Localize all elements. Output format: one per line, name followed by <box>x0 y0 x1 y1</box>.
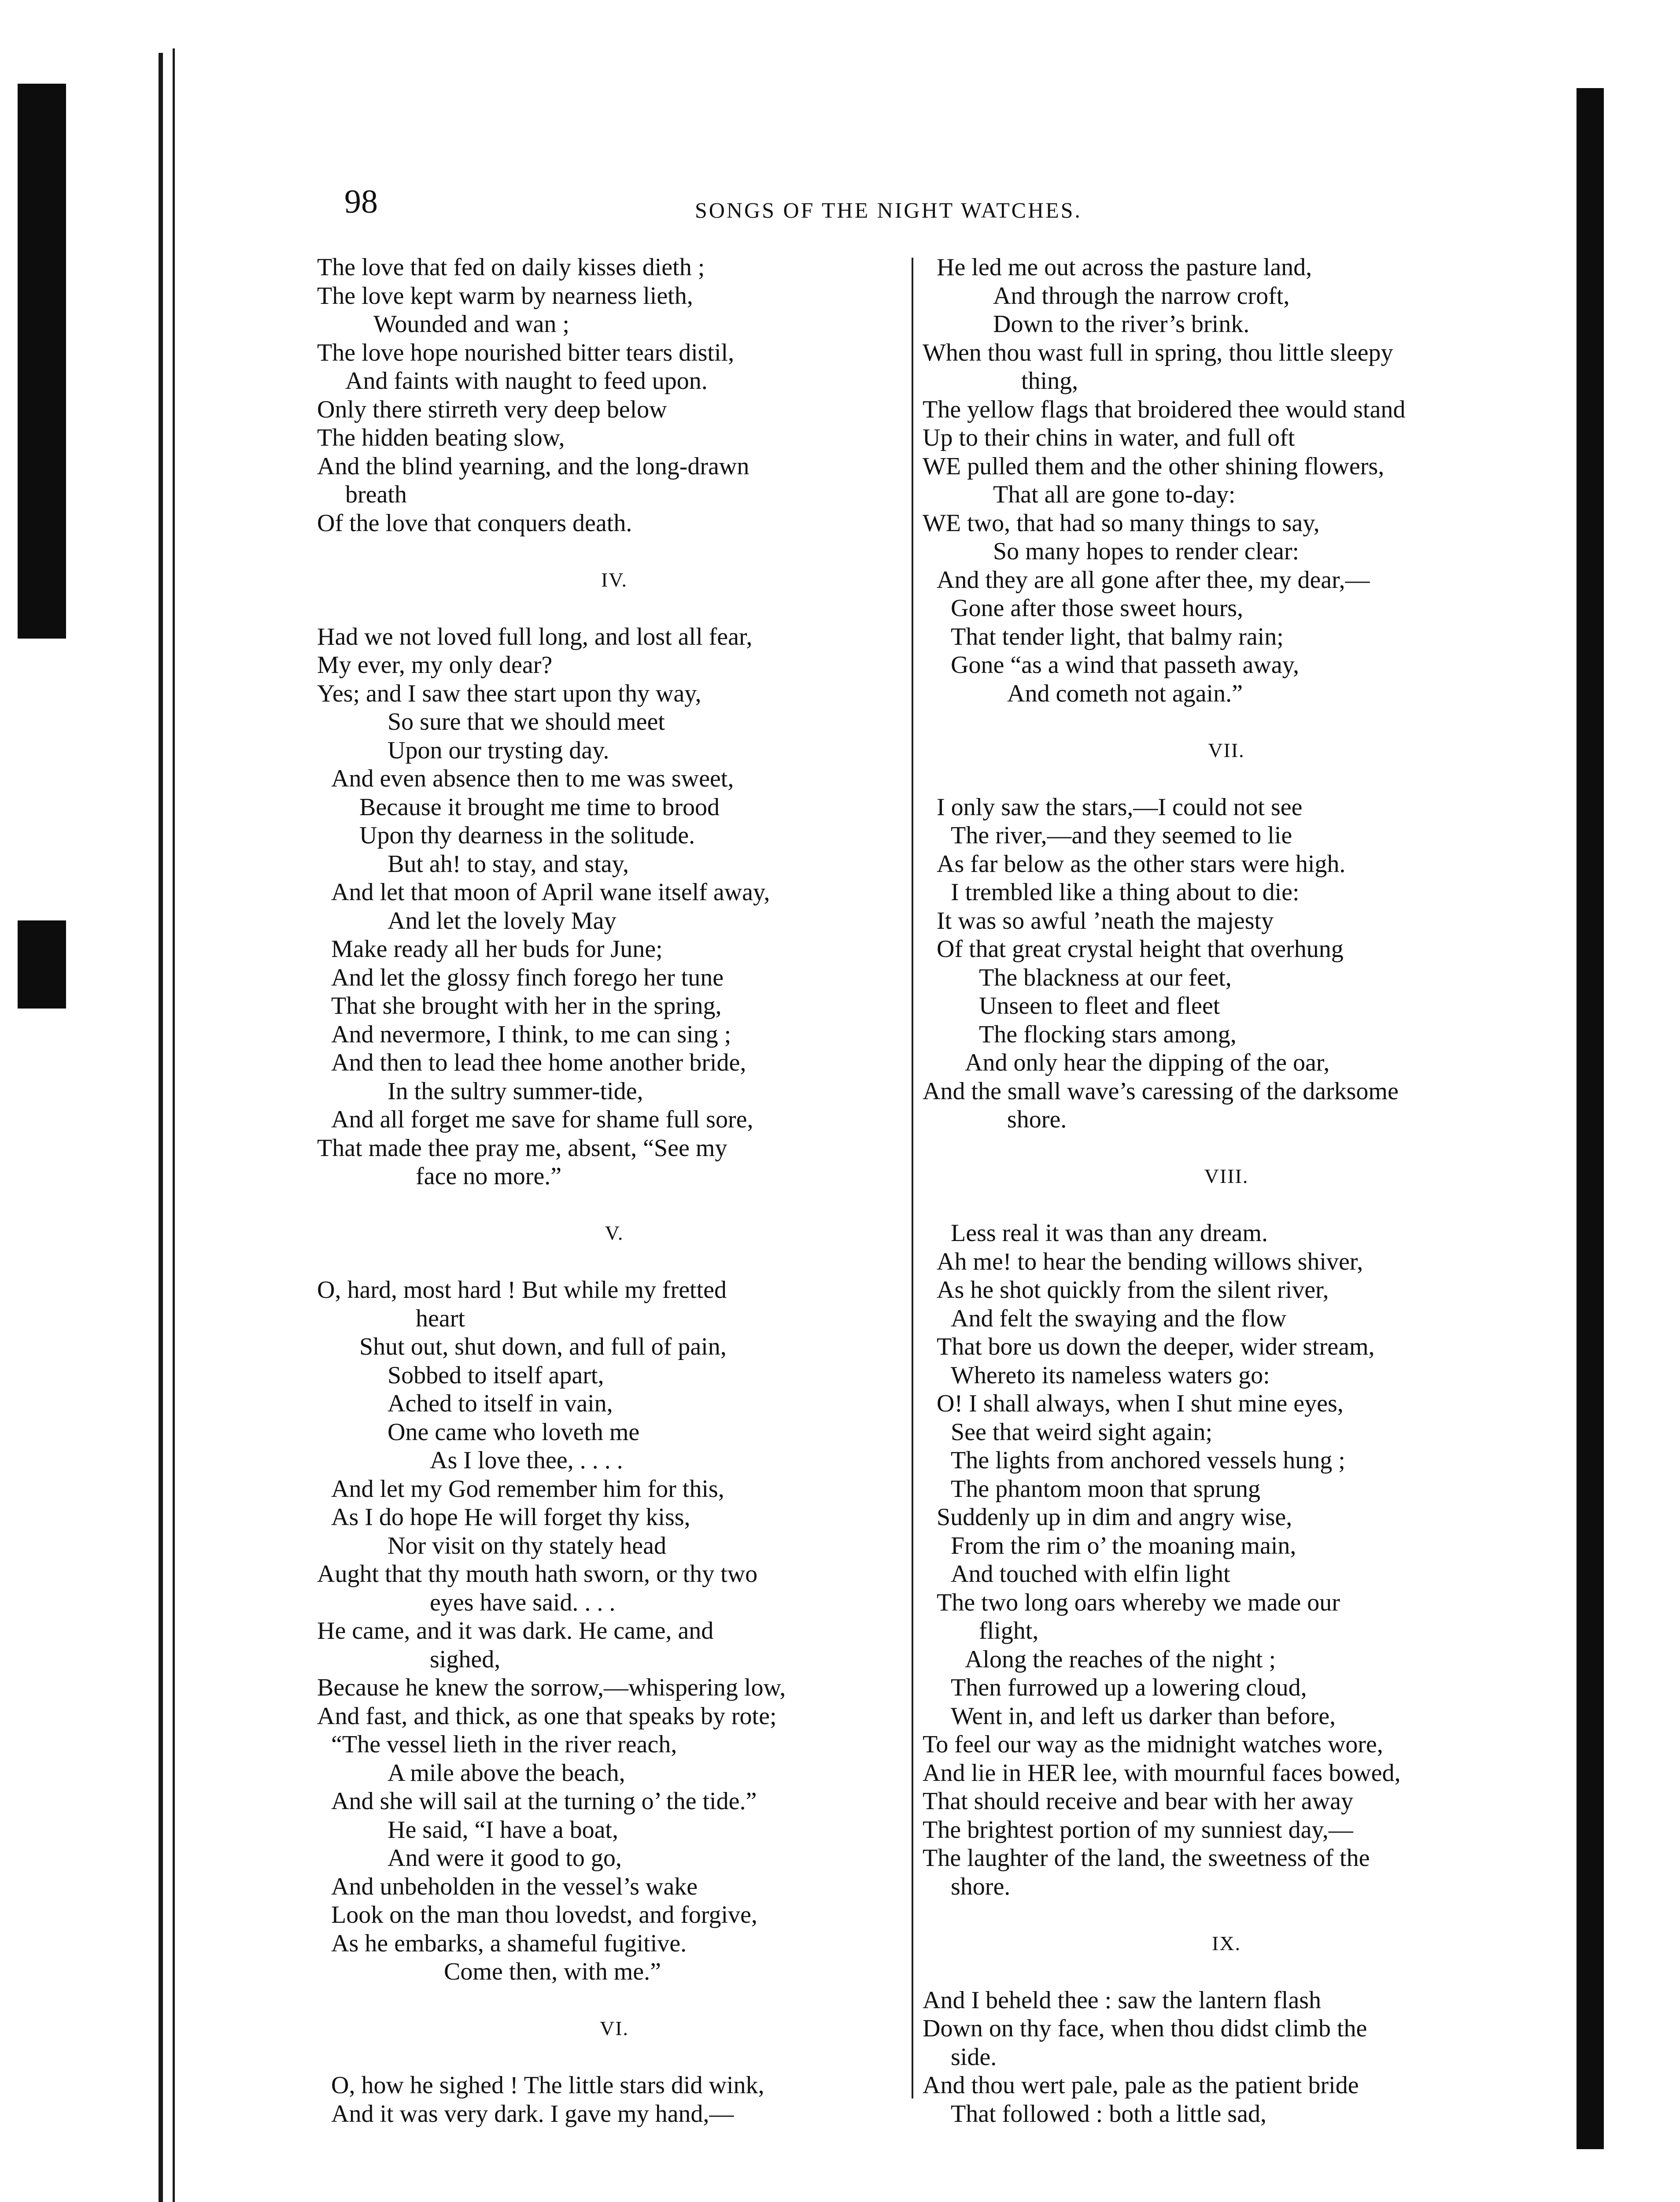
verse-line: The river,—and they seemed to lie <box>951 822 1292 849</box>
verse-line: O, how he sighed ! The little stars did wink, <box>331 2072 764 2099</box>
verse-line: Shut out, shut down, and full of pain, <box>359 1333 727 1360</box>
stanza-gap <box>923 765 1530 793</box>
section-heading: V. <box>605 1222 624 1244</box>
verse-line: As I do hope He will forget thy kiss, <box>331 1504 690 1531</box>
verse-line: The blackness at our feet, <box>979 964 1232 991</box>
verse-line: And unbeholden in the vessel’s wake <box>331 1873 698 1900</box>
verse-line: The laughter of the land, the sweetness of the <box>923 1844 1370 1872</box>
section-heading: VIII. <box>1204 1165 1249 1187</box>
verse-line: To feel our way as the midnight watches wore, <box>923 1731 1383 1758</box>
verse-line: flight, <box>979 1617 1039 1644</box>
right-column <box>923 253 1530 2128</box>
verse-line: Less real it was than any dream. <box>951 1219 1268 1247</box>
verse-line: And cometh not again.” <box>1007 680 1243 707</box>
verse-line: Of that great crystal height that overhung <box>937 935 1344 963</box>
verse-line: Up to their chins in water, and full oft <box>923 424 1295 451</box>
column-divider <box>912 258 913 2099</box>
verse-line: And let the glossy finch forego her tune <box>331 964 724 991</box>
binding-edge-line <box>159 53 163 2202</box>
verse-line: Yes; and I saw thee start upon thy way, <box>317 680 702 707</box>
verse-line: That should receive and bear with her away <box>923 1788 1354 1815</box>
verse-line: O! I shall always, when I shut mine eyes, <box>937 1390 1344 1417</box>
stanza-gap <box>317 2043 912 2072</box>
verse-line: I only saw the stars,—I could not see <box>937 793 1303 821</box>
verse-line: But ah! to stay, and stay, <box>388 850 629 878</box>
verse-line: “The vessel lieth in the river reach, <box>331 1731 677 1758</box>
verse-line: That she brought with her in the spring, <box>331 992 722 1020</box>
verse-line: Gone after those sweet hours, <box>951 595 1244 622</box>
verse-line: Only there stirreth very deep below <box>317 395 667 423</box>
verse-line: Suddenly up in dim and angry wise, <box>937 1504 1292 1531</box>
verse-line: As I love thee, . . . . <box>430 1447 623 1474</box>
stanza-gap <box>923 1901 1530 1929</box>
verse-line: That tender light, that balmy rain; <box>951 623 1284 650</box>
verse-line: The hidden beating slow, <box>317 424 565 451</box>
stanza-gap <box>923 1191 1530 1219</box>
verse-line: And the small wave’s caressing of the darksome <box>923 1077 1399 1105</box>
verse-line: I trembled like a thing about to die: <box>951 879 1300 906</box>
stanza-gap <box>923 708 1530 736</box>
verse-line: So sure that we should meet <box>388 708 665 735</box>
verse-line: side. <box>951 2043 997 2071</box>
verse-line: Wounded and wan ; <box>373 310 569 338</box>
verse-line: In the sultry summer-tide, <box>388 1077 643 1105</box>
verse-line: WE pulled them and the other shining flowers, <box>923 452 1385 480</box>
verse-line: And the blind yearning, and the long-drawn <box>317 452 750 480</box>
verse-line: Gone “as a wind that passeth away, <box>951 651 1299 679</box>
verse-line: Look on the man thou lovedst, and forgive, <box>331 1901 757 1929</box>
verse-line: The yellow flags that broidered thee would stand <box>923 395 1406 423</box>
verse-line: thing, <box>1021 367 1078 395</box>
verse-line: Down on thy face, when thou didst climb the <box>923 2015 1367 2042</box>
verse-line: So many hopes to render clear: <box>993 538 1300 565</box>
scan-margin-dark-lower <box>18 920 66 1009</box>
verse-line: Ah me! to hear the bending willows shiver, <box>937 1248 1363 1275</box>
verse-line: Make ready all her buds for June; <box>331 935 663 963</box>
verse-line: The love that fed on daily kisses dieth ; <box>317 254 705 281</box>
verse-line: He led me out across the pasture land, <box>937 254 1312 281</box>
verse-line: Because he knew the sorrow,—whispering low, <box>317 1674 786 1701</box>
verse-line: breath <box>345 481 407 508</box>
verse-line: shore. <box>951 1873 1011 1900</box>
verse-line: Come then, with me.” <box>444 1958 661 1985</box>
verse-line: The two long oars whereby we made our <box>937 1589 1340 1616</box>
verse-line: Nor visit on thy stately head <box>388 1532 667 1559</box>
verse-line: Unseen to fleet and fleet <box>979 992 1220 1020</box>
stanza-gap <box>317 1986 912 2015</box>
verse-line: heart <box>416 1304 465 1332</box>
verse-line: sighed, <box>430 1645 501 1673</box>
section-heading: IX. <box>1211 1932 1241 1954</box>
stanza-gap <box>923 1958 1530 1986</box>
verse-line: Because it brought me time to brood <box>359 793 720 821</box>
verse-line: As he embarks, a shameful fugitive. <box>331 1929 687 1957</box>
verse-line: Ached to itself in vain, <box>388 1390 613 1417</box>
verse-line: Upon our trysting day. <box>388 736 609 764</box>
verse-line: That followed : both a little sad, <box>951 2100 1266 2128</box>
verse-line: And they are all gone after thee, my dear,— <box>937 566 1370 594</box>
verse-line: And all forget me save for shame full sore, <box>331 1106 753 1133</box>
verse-line: Of the love that conquers death. <box>317 509 632 537</box>
verse-line: WE two, that had so many things to say, <box>923 509 1320 537</box>
verse-line: My ever, my only dear? <box>317 651 553 679</box>
verse-line: See that weird sight again; <box>951 1418 1213 1446</box>
verse-line: Upon thy dearness in the solitude. <box>359 822 695 849</box>
verse-line: And nevermore, I think, to me can sing ; <box>331 1020 731 1048</box>
verse-line: The flocking stars among, <box>979 1020 1237 1048</box>
binding-edge-line-inner <box>173 48 175 2202</box>
verse-line: Sobbed to itself apart, <box>388 1361 604 1389</box>
verse-line: And she will sail at the turning o’ the tide.” <box>331 1788 757 1815</box>
verse-line: The phantom moon that sprung <box>951 1475 1261 1503</box>
verse-line: A mile above the beach, <box>388 1759 625 1787</box>
scan-right-edge-band <box>1577 88 1604 2149</box>
verse-line: O, hard, most hard ! But while my fretted <box>317 1276 727 1304</box>
verse-line: Then furrowed up a lowering cloud, <box>951 1674 1307 1701</box>
verse-line: Went in, and left us darker than before, <box>951 1702 1336 1730</box>
verse-line: The lights from anchored vessels hung ; <box>951 1447 1345 1474</box>
verse-line: As he shot quickly from the silent river, <box>937 1276 1329 1304</box>
verse-line: That made thee pray me, absent, “See my <box>317 1134 727 1162</box>
scan-margin-dark-upper <box>18 84 66 639</box>
verse-line: And lie in HER lee, with mournful faces bowed, <box>923 1759 1401 1787</box>
verse-line: And let that moon of April wane itself away, <box>331 879 770 906</box>
verse-line: And were it good to go, <box>388 1844 622 1872</box>
verse-line: And let my God remember him for this, <box>331 1475 724 1503</box>
verse-line: When thou wast full in spring, thou little sleepy <box>923 339 1393 366</box>
verse-line: And only hear the dipping of the oar, <box>965 1049 1330 1076</box>
running-head: SONGS OF THE NIGHT WATCHES. <box>695 198 1082 222</box>
verse-line: shore. <box>1007 1106 1067 1133</box>
verse-line: And touched with elfin light <box>951 1560 1230 1588</box>
stanza-gap <box>317 537 912 566</box>
verse-line: And thou wert pale, pale as the patient bride <box>923 2072 1359 2099</box>
stanza-gap <box>317 594 912 623</box>
verse-line: And faints with naught to feed upon. <box>345 367 708 395</box>
left-column <box>317 253 912 2128</box>
stanza-gap <box>923 1134 1530 1163</box>
verse-line: eyes have said. . . . <box>430 1589 616 1616</box>
verse-line: Along the reaches of the night ; <box>965 1645 1276 1673</box>
verse-line: Had we not loved full long, and lost all fear, <box>317 623 753 650</box>
verse-line: As far below as the other stars were high. <box>937 850 1346 878</box>
section-heading: VII. <box>1208 739 1245 761</box>
verse-line: He came, and it was dark. He came, and <box>317 1617 714 1644</box>
verse-line: And through the narrow croft, <box>993 282 1290 310</box>
section-heading: VI. <box>599 2017 629 2039</box>
verse-line: And fast, and thick, as one that speaks by rote; <box>317 1702 777 1730</box>
verse-line: From the rim o’ the moaning main, <box>951 1532 1296 1559</box>
verse-line: And even absence then to me was sweet, <box>331 765 734 792</box>
verse-line: And I beheld thee : saw the lantern flash <box>923 1986 1322 2014</box>
section-heading: IV. <box>601 568 628 591</box>
stanza-gap <box>317 1248 912 1276</box>
verse-line: The love hope nourished bitter tears distil, <box>317 339 735 366</box>
verse-line: The love kept warm by nearness lieth, <box>317 282 693 310</box>
verse-line: face no more.” <box>416 1163 562 1190</box>
verse-line: It was so awful ’neath the majesty <box>937 907 1274 935</box>
verse-line: That bore us down the deeper, wider stream, <box>937 1333 1375 1360</box>
verse-line: Aught that thy mouth hath sworn, or thy two <box>317 1560 758 1588</box>
verse-line: And it was very dark. I gave my hand,— <box>331 2100 734 2128</box>
verse-line: And let the lovely May <box>388 907 617 935</box>
verse-line: And then to lead thee home another bride, <box>331 1049 746 1076</box>
verse-line: One came who loveth me <box>388 1418 640 1446</box>
verse-line: That all are gone to-day: <box>993 481 1236 508</box>
verse-line: The brightest portion of my sunniest day,— <box>923 1816 1353 1844</box>
stanza-gap <box>317 1191 912 1219</box>
verse-line: And felt the swaying and the flow <box>951 1304 1287 1332</box>
verse-line: Whereto its nameless waters go: <box>951 1361 1270 1389</box>
verse-line: Down to the river’s brink. <box>993 310 1250 338</box>
page-number: 98 <box>344 183 378 220</box>
verse-line: He said, “I have a boat, <box>388 1816 618 1844</box>
